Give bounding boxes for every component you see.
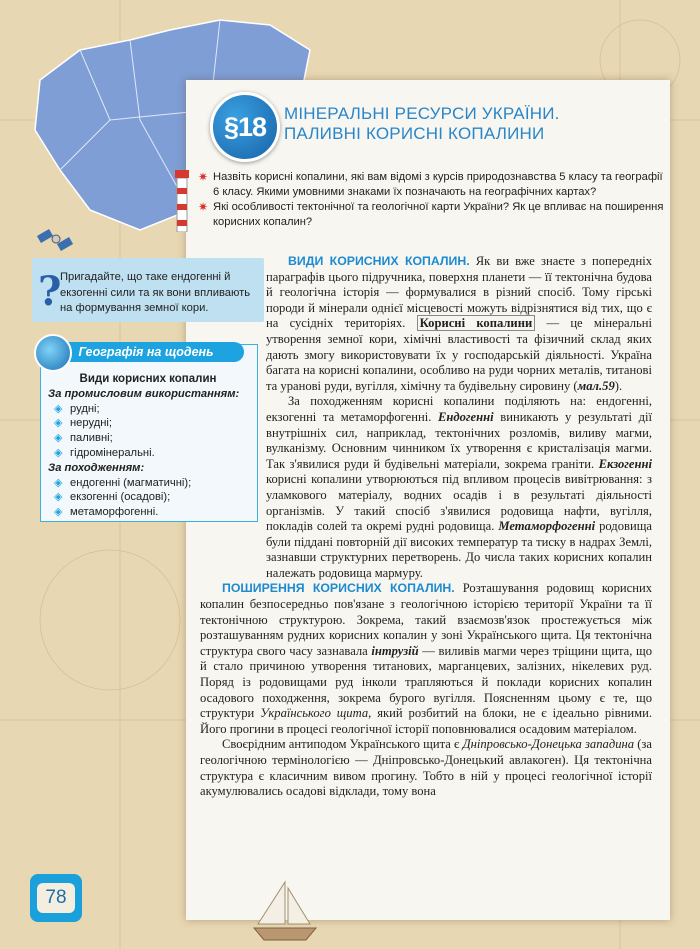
- industrial-label: За промисловим використанням:: [48, 387, 240, 400]
- asterisk-icon: ✷: [198, 170, 209, 184]
- paragraph: За походженням корисні копалини поділяють на: ендогенні, екзогенні та метаморфогенні. Ендогенні виникають у результаті дії внутрішніх сил, наприклад, тектонічних розломів, виливу магми, вулканізму. Основним чинником їх утворення є кристалізація магми. Так з'явилися руди й будівельні матеріали, зокрема граніти. Екзогенні корисні копалини утворюються під впливом процесів вивітрювання: з уламкового матеріалу, водних осадів і в результаті діяльності організмів. У такий спосіб з'явилися родовища нафти, вугілля, покладів солей та окремі рудні родовища. Метаморфогенні родовища були піддані повторній дії високих температур та тиску в надрах Землі, зазнавши структурних перетворень. До числа таких корисних копалин належать родовища мармуру.: [266, 394, 652, 580]
- origin-label: За походженням:: [48, 461, 145, 474]
- section-heading: ПОШИРЕННЯ КОРИСНИХ КОПАЛИН.: [222, 581, 455, 596]
- geo-box-title: Види корисних копалин: [79, 373, 217, 385]
- figure-reference: мал.59: [577, 378, 615, 393]
- question-item: ✷ Які особливості тектонічної та геологічної карти України? Як це впливає на поширення корисних копалин?: [198, 200, 664, 228]
- asterisk-icon: ✷: [198, 200, 209, 214]
- geo-box-header: Географія на щодень: [48, 342, 244, 362]
- list-item: ◈ рудні;: [48, 402, 254, 417]
- intro-questions: [195, 170, 665, 230]
- page-number: 78: [30, 874, 82, 922]
- page-title: [284, 104, 560, 144]
- list-item: ◈ гідромінеральні.: [48, 446, 254, 461]
- term-highlight: Корисні копалини: [417, 315, 536, 331]
- list-item: ◈ ендогенні (магматичні);: [48, 476, 254, 491]
- lesson-number: §18: [210, 92, 280, 162]
- question-item: ✷ Назвіть корисні копалини, які вам відомі з курсів природознавства 5 класу та географії 6 класу. Якими умовними знаками їх позначають на географічних картах?: [198, 170, 663, 198]
- lighthouse-icon: [174, 166, 190, 232]
- list-item: ◈ нерудні;: [48, 416, 254, 431]
- reminder-text: Пригадайте, що таке ендогенні й екзогенні сили та як вони впливають на формування земної кори.: [60, 271, 251, 314]
- list-item: ◈ екзогенні (осадові);: [48, 490, 254, 505]
- paragraph: ВИДИ КОРИСНИХ КОПАЛИН. Як ви вже знаєте з попередніх параграфів цього підручника, поверхня планети — її тектонічна будова й геологічна історія — формувалися в різний спосіб. Тому гірські породи й мінерали однієї місцевості можуть відрізнятися від тих, що є на сусідніх територіях. Корисні копалини — це мінеральні утворення земної кори, хімічні властивості та фізичний склад яких дають змогу використовувати їх у господарській діяльності. Україна багата на корисні копалини, особливо на руди чорних металів, титанові та уранові руди, вугілля, хімічну та будівельну сировину (мал.59).: [266, 254, 652, 393]
- title-line-1: МІНЕРАЛЬНІ РЕСУРСИ УКРАЇНИ.: [284, 104, 560, 123]
- list-item: ◈ метаморфогенні.: [48, 505, 254, 520]
- satellite-icon: [36, 222, 76, 258]
- list-item: ◈ паливні;: [48, 431, 254, 446]
- main-text: [200, 254, 652, 800]
- sailboat-icon: [250, 878, 320, 944]
- paragraph: ПОШИРЕННЯ КОРИСНИХ КОПАЛИН. Розташування родовищ корисних копалин безпосередньо пов'язане з геологічною історією території України та її тектонічною структурою. Зокрема, такий взаємозв'язок простежується між розташуванням рудних корисних копалин у зоні Українського щита. Ця тектонічна структура свого часу зазнавала інтрузій — виливів магми через тріщини щита, що й стало причиною утворення титанових, марганцевих, залізних, нікелевих руд. Поряд із родовищами руд інколи трапляються й поклади корисних копалин осадового походження, зокрема бурого вугілля. Поясненням цьому є те, що структури Українського щита, який розбитий на блоки, не є ідеально рівними. Його прогини в процесі геологічної історії поповнювалися осадовим матеріалом.: [200, 581, 652, 736]
- title-line-2: ПАЛИВНІ КОРИСНІ КОПАЛИНИ: [284, 124, 545, 143]
- question-mark-icon: ?: [38, 268, 62, 315]
- globe-icon: [34, 334, 72, 372]
- section-heading: ВИДИ КОРИСНИХ КОПАЛИН.: [288, 254, 470, 268]
- paragraph: Своєрідним антиподом Українського щита є Дніпровсько-Донецька западина (за геологічною термінологією — Дніпровсько-Донецький авлакоген). Ця тектонічна структура є класичним вивом прогину. Тобто в ній у процесі геологічної історії акумулювались осадові відклади, тому вона: [200, 737, 652, 799]
